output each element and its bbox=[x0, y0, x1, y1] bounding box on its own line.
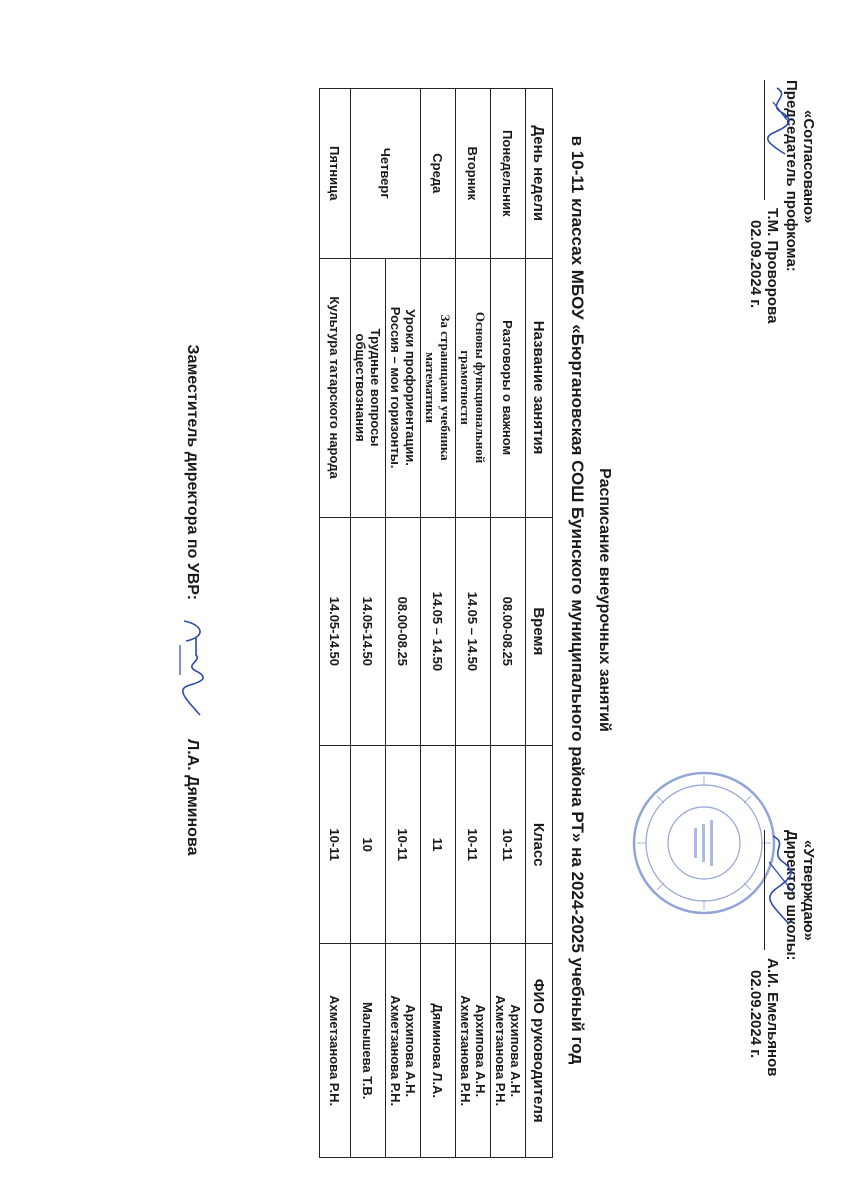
table-row bbox=[320, 89, 351, 1158]
table-header-row bbox=[526, 89, 553, 1158]
cell-day: Среда bbox=[421, 89, 456, 259]
cell-name-line: Культура татарского народа bbox=[327, 296, 343, 479]
cell-day: Четверг bbox=[351, 89, 421, 259]
document-subtitle: в 10-11 классах МБОУ «Бюргановская СОШ Буинского муниципального района РТ» на 2024-2025 учебный год bbox=[568, 135, 587, 1065]
header-class: Класс bbox=[526, 746, 553, 944]
agreed-block bbox=[747, 80, 817, 440]
cell-name-line: Основы функциональной bbox=[473, 311, 488, 464]
cell-class: 10-11 bbox=[491, 746, 526, 944]
cell-teacher bbox=[456, 944, 491, 1158]
table-row bbox=[386, 89, 421, 1158]
cell-teacher-line: Архипова А.Н. bbox=[508, 1004, 523, 1098]
cell-teacher-line: Архипова А.Н. bbox=[403, 1004, 418, 1098]
cell-name bbox=[491, 258, 526, 517]
cell-teacher bbox=[351, 944, 386, 1158]
cell-name bbox=[320, 258, 351, 517]
schedule-table bbox=[319, 88, 553, 1158]
cell-time: 14.05 – 14.50 bbox=[421, 517, 456, 745]
table-row bbox=[491, 89, 526, 1158]
approved-heading: «Утверждаю» bbox=[800, 840, 817, 942]
approved-signature-row bbox=[764, 830, 781, 1190]
cell-name-line: грамотности bbox=[458, 350, 473, 425]
agreed-signature-row bbox=[764, 80, 781, 440]
document-title: Расписание внеурочных занятий bbox=[596, 468, 613, 732]
cell-name-line: обществознания bbox=[353, 333, 368, 442]
cell-time: 14.05 – 14.50 bbox=[456, 517, 491, 745]
header-name: Название занятия bbox=[526, 258, 553, 517]
cell-teacher-line: Ахметзанова Р.Н. bbox=[327, 995, 343, 1107]
cell-time: 14.05-14.50 bbox=[351, 517, 386, 745]
cell-class: 11 bbox=[421, 746, 456, 944]
cell-time: 08.00-08.25 bbox=[491, 517, 526, 745]
cell-teacher-line: Дяминова Л.А. bbox=[430, 1003, 446, 1098]
header-day: День недели bbox=[526, 89, 553, 259]
agreed-role: Председатель профкома: bbox=[783, 80, 800, 272]
signature-scribble-icon bbox=[176, 615, 210, 725]
cell-class: 10-11 bbox=[456, 746, 491, 944]
signature-scribble-icon bbox=[765, 82, 795, 162]
cell-time: 08.00-08.25 bbox=[386, 517, 421, 745]
cell-teacher-line: Малышева Т.В. bbox=[360, 1001, 376, 1100]
header-teacher: ФИО руководителя bbox=[526, 944, 553, 1158]
cell-teacher bbox=[386, 944, 421, 1158]
cell-name-line: Трудные вопросы bbox=[368, 328, 383, 447]
cell-teacher-line: Ахметзанова Р.Н. bbox=[388, 995, 403, 1107]
approved-date: 02.09.2024 г. bbox=[747, 970, 764, 1059]
cell-name bbox=[421, 258, 456, 517]
cell-name bbox=[386, 258, 421, 517]
cell-day: Понедельник bbox=[491, 89, 526, 259]
cell-teacher-line: Архипова А.Н. bbox=[473, 1004, 488, 1098]
approved-signature bbox=[764, 830, 779, 950]
cell-day: Пятница bbox=[320, 89, 351, 259]
signature-scribble-icon bbox=[765, 832, 795, 932]
cell-class: 10-11 bbox=[320, 746, 351, 944]
agreed-signature bbox=[764, 80, 779, 200]
agreed-date: 02.09.2024 г. bbox=[747, 220, 764, 309]
agreed-name: Т.М. Проворова bbox=[764, 208, 781, 324]
agreed-heading: «Согласовано» bbox=[800, 110, 817, 224]
cell-name-line: Разговоры о важном bbox=[500, 320, 516, 456]
cell-name-line: За страницами учебника bbox=[438, 314, 453, 461]
table-row bbox=[421, 89, 456, 1158]
approved-block bbox=[747, 830, 817, 1190]
cell-teacher bbox=[421, 944, 456, 1158]
cell-class: 10-11 bbox=[386, 746, 421, 944]
approved-name: А.И. Емельянов bbox=[764, 958, 781, 1077]
cell-teacher bbox=[320, 944, 351, 1158]
header-time: Время bbox=[526, 517, 553, 745]
approved-role: Директор школы: bbox=[783, 830, 800, 961]
cell-class: 10 bbox=[351, 746, 386, 944]
deputy-name: Л.А. Дяминова bbox=[184, 738, 201, 856]
cell-name-line: Уроки профориентации. bbox=[403, 309, 418, 466]
cell-teacher bbox=[491, 944, 526, 1158]
cell-name-line: Россия – мои горизонты. bbox=[388, 306, 403, 469]
cell-name-line: математики bbox=[423, 352, 438, 424]
cell-name bbox=[351, 258, 386, 517]
cell-day: Вторник bbox=[456, 89, 491, 259]
cell-teacher-line: Ахметзанова Р.Н. bbox=[458, 995, 473, 1107]
table-row bbox=[456, 89, 491, 1158]
cell-time: 14.05-14.50 bbox=[320, 517, 351, 745]
cell-teacher-line: Ахметзанова Р.Н. bbox=[493, 995, 508, 1107]
deputy-role: Заместитель директора по УВР: bbox=[184, 344, 201, 601]
deputy-signature-block bbox=[183, 0, 201, 1200]
cell-name bbox=[456, 258, 491, 517]
